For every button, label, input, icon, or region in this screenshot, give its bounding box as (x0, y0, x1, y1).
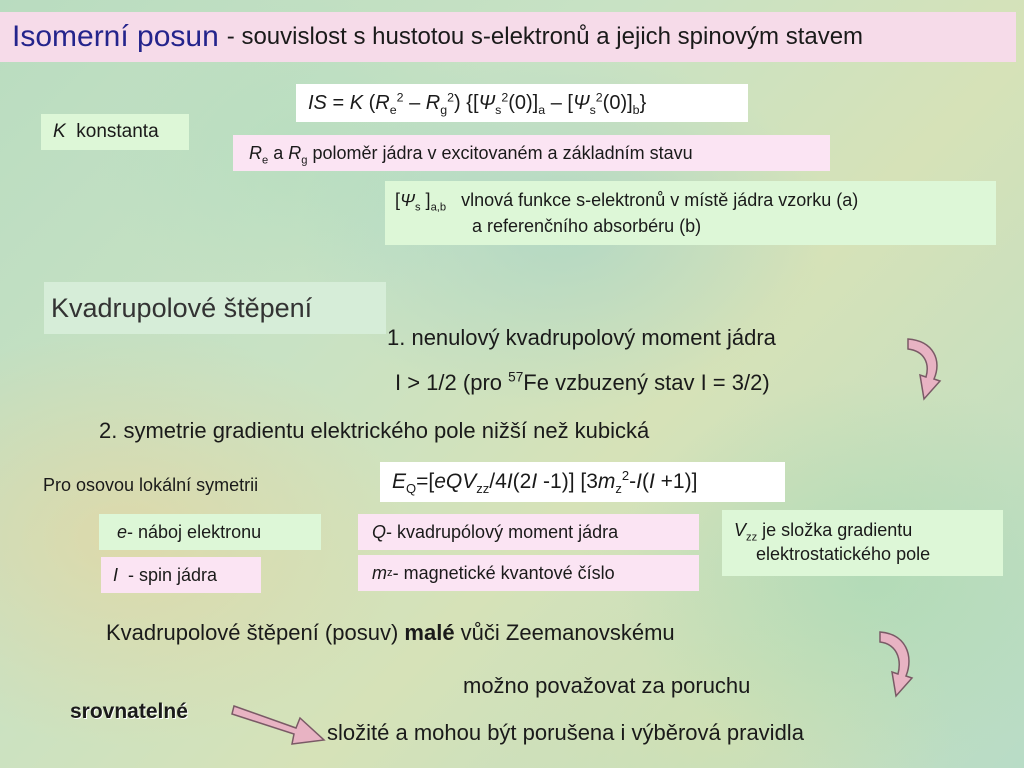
complex-note: složité a mohou být porušena i výběrová pravidla (327, 720, 804, 745)
slide-title-band (0, 12, 1016, 62)
condition-1-detail: I > 1/2 (pro $^{57}$Fe vzbuzený stav I = 3/2) (395, 369, 770, 395)
wavefunction-legend: [$\Psi_s$ ]$_{a,b}$ vlnová funkce s-elektronů v místě jádra vzorku (a) a referenčního absorbéru (b) (385, 181, 996, 245)
slide-subtitle: - souvislost s hustotou s-elektronů a jejich spinovým stavem (226, 23, 864, 50)
condition-1: 1. nenulový kvadrupolový moment jádra (387, 325, 776, 350)
curved-arrow-icon (904, 335, 944, 403)
isomer-shift-formula: IS = K $(R_e^2 - R_g^2)$ $\{[\Psi_s^2(0)]_a - [\Psi_s^2(0)]_b\}$ (296, 84, 748, 122)
right-arrow-icon (230, 702, 328, 746)
condition-2: 2. symetrie gradientu elektrického pole nižší než kubická (99, 418, 650, 443)
slide-title: Isomerní posun (12, 20, 219, 53)
radius-legend: $R_e$ a $R_g$ poloměr jádra v excitovaném a základním stavu (233, 135, 830, 171)
wavefunction-line2: a referenčního absorbéru (b) (472, 216, 702, 236)
magnetic-quantum-number-legend: m z - magnetické kvantové číslo (358, 555, 699, 591)
quadrupole-moment-legend: Q - kvadrupólový moment jádra (358, 514, 699, 550)
nuclear-spin-legend: I - spin jádra (101, 557, 261, 593)
field-gradient-legend: $V_{zz}$ je složka gradientu elektrostatického pole (722, 510, 1003, 576)
zeeman-comparison: Kvadrupolové štěpení (posuv) malé vůči Zeemanovskému (106, 620, 675, 645)
axial-symmetry-label: Pro osovou lokální symetrii (43, 475, 259, 495)
k-constant-legend: K konstanta (41, 114, 189, 150)
electron-charge-legend: e - náboj elektronu (99, 514, 321, 550)
wavefunction-line1: vlnová funkce s-elektronů v místě jádra vzorku (a) (461, 190, 859, 210)
comparable-label: srovnatelné (70, 700, 188, 723)
curved-arrow-icon (876, 628, 916, 700)
section-heading-quadrupole: Kvadrupolové štěpení (44, 282, 386, 334)
perturbation-note: možno považovat za poruchu (463, 673, 751, 698)
quadrupole-energy-formula: $E_Q=[eQV_{zz}/4I(2I$ -1)] $[3m_z^2-I(I +1)]$ (380, 462, 785, 502)
